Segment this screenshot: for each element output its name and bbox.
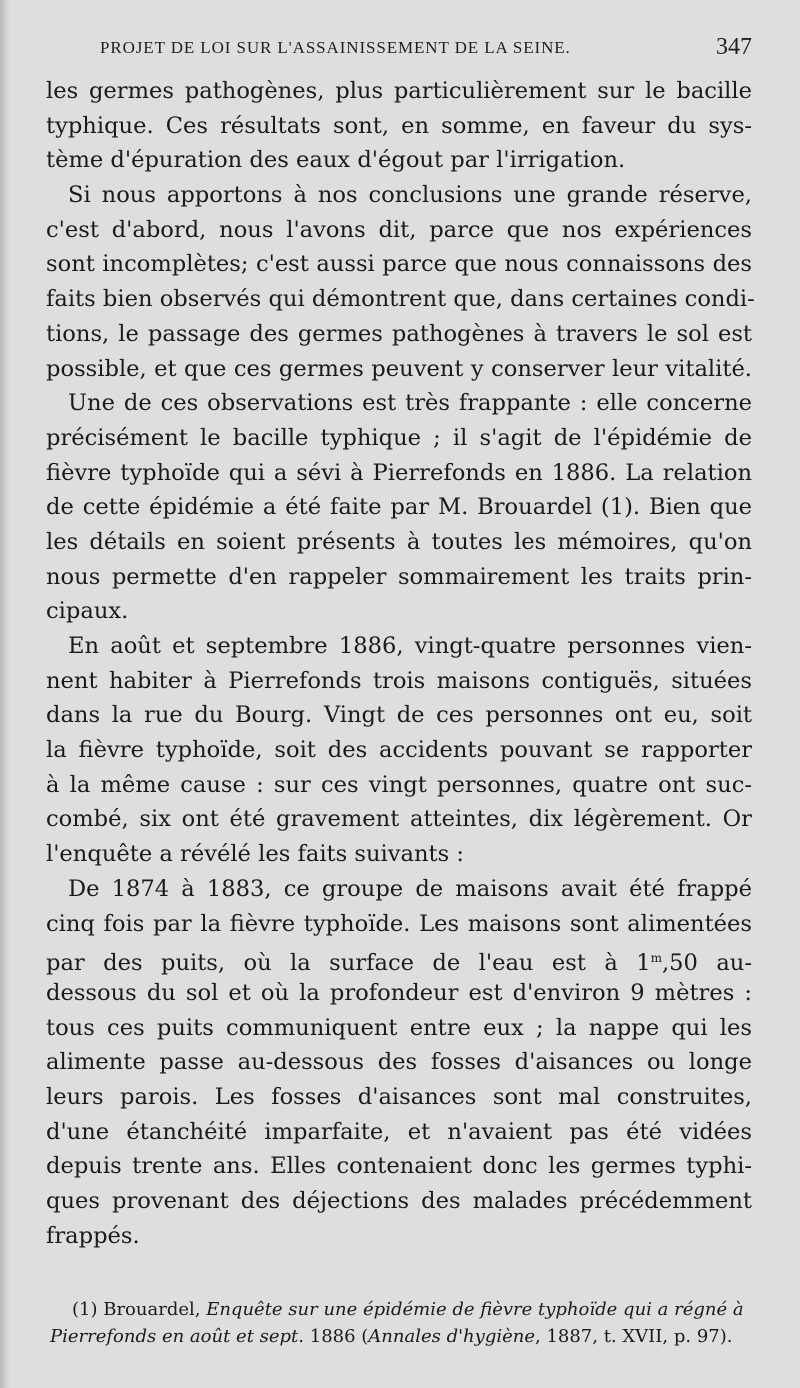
text-line: De 1874 à 1883, ce groupe de maisons avait été frappé <box>68 875 752 902</box>
text-line: les germes pathogènes, plus particulièrement sur le bacille <box>46 78 752 104</box>
measure-unit: m <box>650 951 662 966</box>
text-line: alimente passe au-dessous des fosses d'aisances ou longe <box>46 1049 752 1076</box>
text-line: de cette épidémie a été faite par M. Brouardel (1). Bien que <box>46 494 752 521</box>
text-line: tions, le passage des germes pathogènes à travers le sol est <box>46 320 752 347</box>
footnote-title-cont: Pierrefonds en août et sept. <box>50 1326 305 1347</box>
text-line: tous ces puits communiquent entre eux ; la nappe qui les <box>46 1014 752 1041</box>
text-line: leurs parois. Les fosses d'aisances sont mal construites, <box>46 1083 752 1110</box>
page-header <box>100 34 752 64</box>
text-line: Si nous apportons à nos conclusions une grande réserve, <box>68 182 752 209</box>
text-line-start: par des puits, où la surface de l'eau est à <box>46 950 637 977</box>
text-line: sont incomplètes; c'est aussi parce que nous connaissons des <box>46 251 752 278</box>
page-edge-shadow <box>0 0 10 1388</box>
measure-value: 1 <box>636 950 651 977</box>
footnote-line <box>50 1323 754 1350</box>
text-line: frappés. <box>46 1222 140 1249</box>
footnote-ref: , 1887, t. XVII, p. 97). <box>535 1326 733 1347</box>
text-line: typhique. Ces résultats sont, en somme, en faveur du sys- <box>46 112 752 139</box>
text-line: la fièvre typhoïde, soit des accidents pouvant se rapporter <box>46 737 752 764</box>
footnote-marker: (1) Brouardel, <box>72 1299 207 1320</box>
text-line: d'une étanchéité imparfaite, et n'avaient pas été vidées <box>46 1118 752 1145</box>
text-line: nous permette d'en rappeler sommairement les traits prin- <box>46 563 752 590</box>
footnote-journal: Annales d'hygiène <box>368 1326 535 1347</box>
text-line: à la même cause : sur ces vingt personnes, quatre ont suc- <box>46 771 752 798</box>
text-line <box>46 941 752 976</box>
footnote-year: 1886 ( <box>304 1326 369 1347</box>
text-line: nent habiter à Pierrefonds trois maisons contiguës, situées <box>46 667 752 694</box>
text-line: tème d'épuration des eaux d'égout par l'irrigation. <box>46 147 626 174</box>
text-line: fièvre typhoïde qui a sévi à Pierrefonds en 1886. La relation <box>46 459 752 486</box>
text-line: combé, six ont été gravement atteintes, dix légèrement. Or <box>46 806 752 833</box>
text-line: précisément le bacille typhique ; il s'agit de l'épidémie de <box>46 424 752 451</box>
text-line: possible, et que ces germes peuvent y conserver leur vitalité. <box>46 355 752 382</box>
text-line: les détails en soient présents à toutes les mémoires, qu'on <box>46 528 752 555</box>
text-line: cinq fois par la fièvre typhoïde. Les maisons sont alimentées <box>46 910 752 937</box>
text-line-end: ,50 au- <box>661 950 752 977</box>
text-line: cipaux. <box>46 598 129 625</box>
body-text <box>46 74 755 1253</box>
text-line: ques provenant des déjections des malades précédemment <box>46 1188 752 1214</box>
text-line: dans la rue du Bourg. Vingt de ces personnes ont eu, soit <box>46 702 752 729</box>
text-line: faits bien observés qui démontrent que, dans certaines condi- <box>46 286 755 313</box>
text-line: dessous du sol et où la profondeur est d'environ 9 mètres : <box>46 979 752 1006</box>
text-line: Une de ces observations est très frappante : elle concerne <box>68 390 752 417</box>
footnote-title: Enquête sur une épidémie de fièvre typhoïde qui a régné à <box>206 1299 744 1320</box>
page-number: 347 <box>716 34 752 60</box>
footnote <box>50 1296 754 1350</box>
text-line: En août et septembre 1886, vingt-quatre personnes vien- <box>68 633 752 659</box>
text-line: depuis trente ans. Elles contenaient donc les germes typhi- <box>46 1153 752 1180</box>
text-line: c'est d'abord, nous l'avons dit, parce que nos expériences <box>46 216 752 243</box>
text-line: l'enquête a révélé les faits suivants : <box>46 841 465 868</box>
running-title: PROJET DE LOI SUR L'ASSAINISSEMENT DE LA SEINE. <box>100 38 571 57</box>
footnote-line <box>50 1296 754 1323</box>
